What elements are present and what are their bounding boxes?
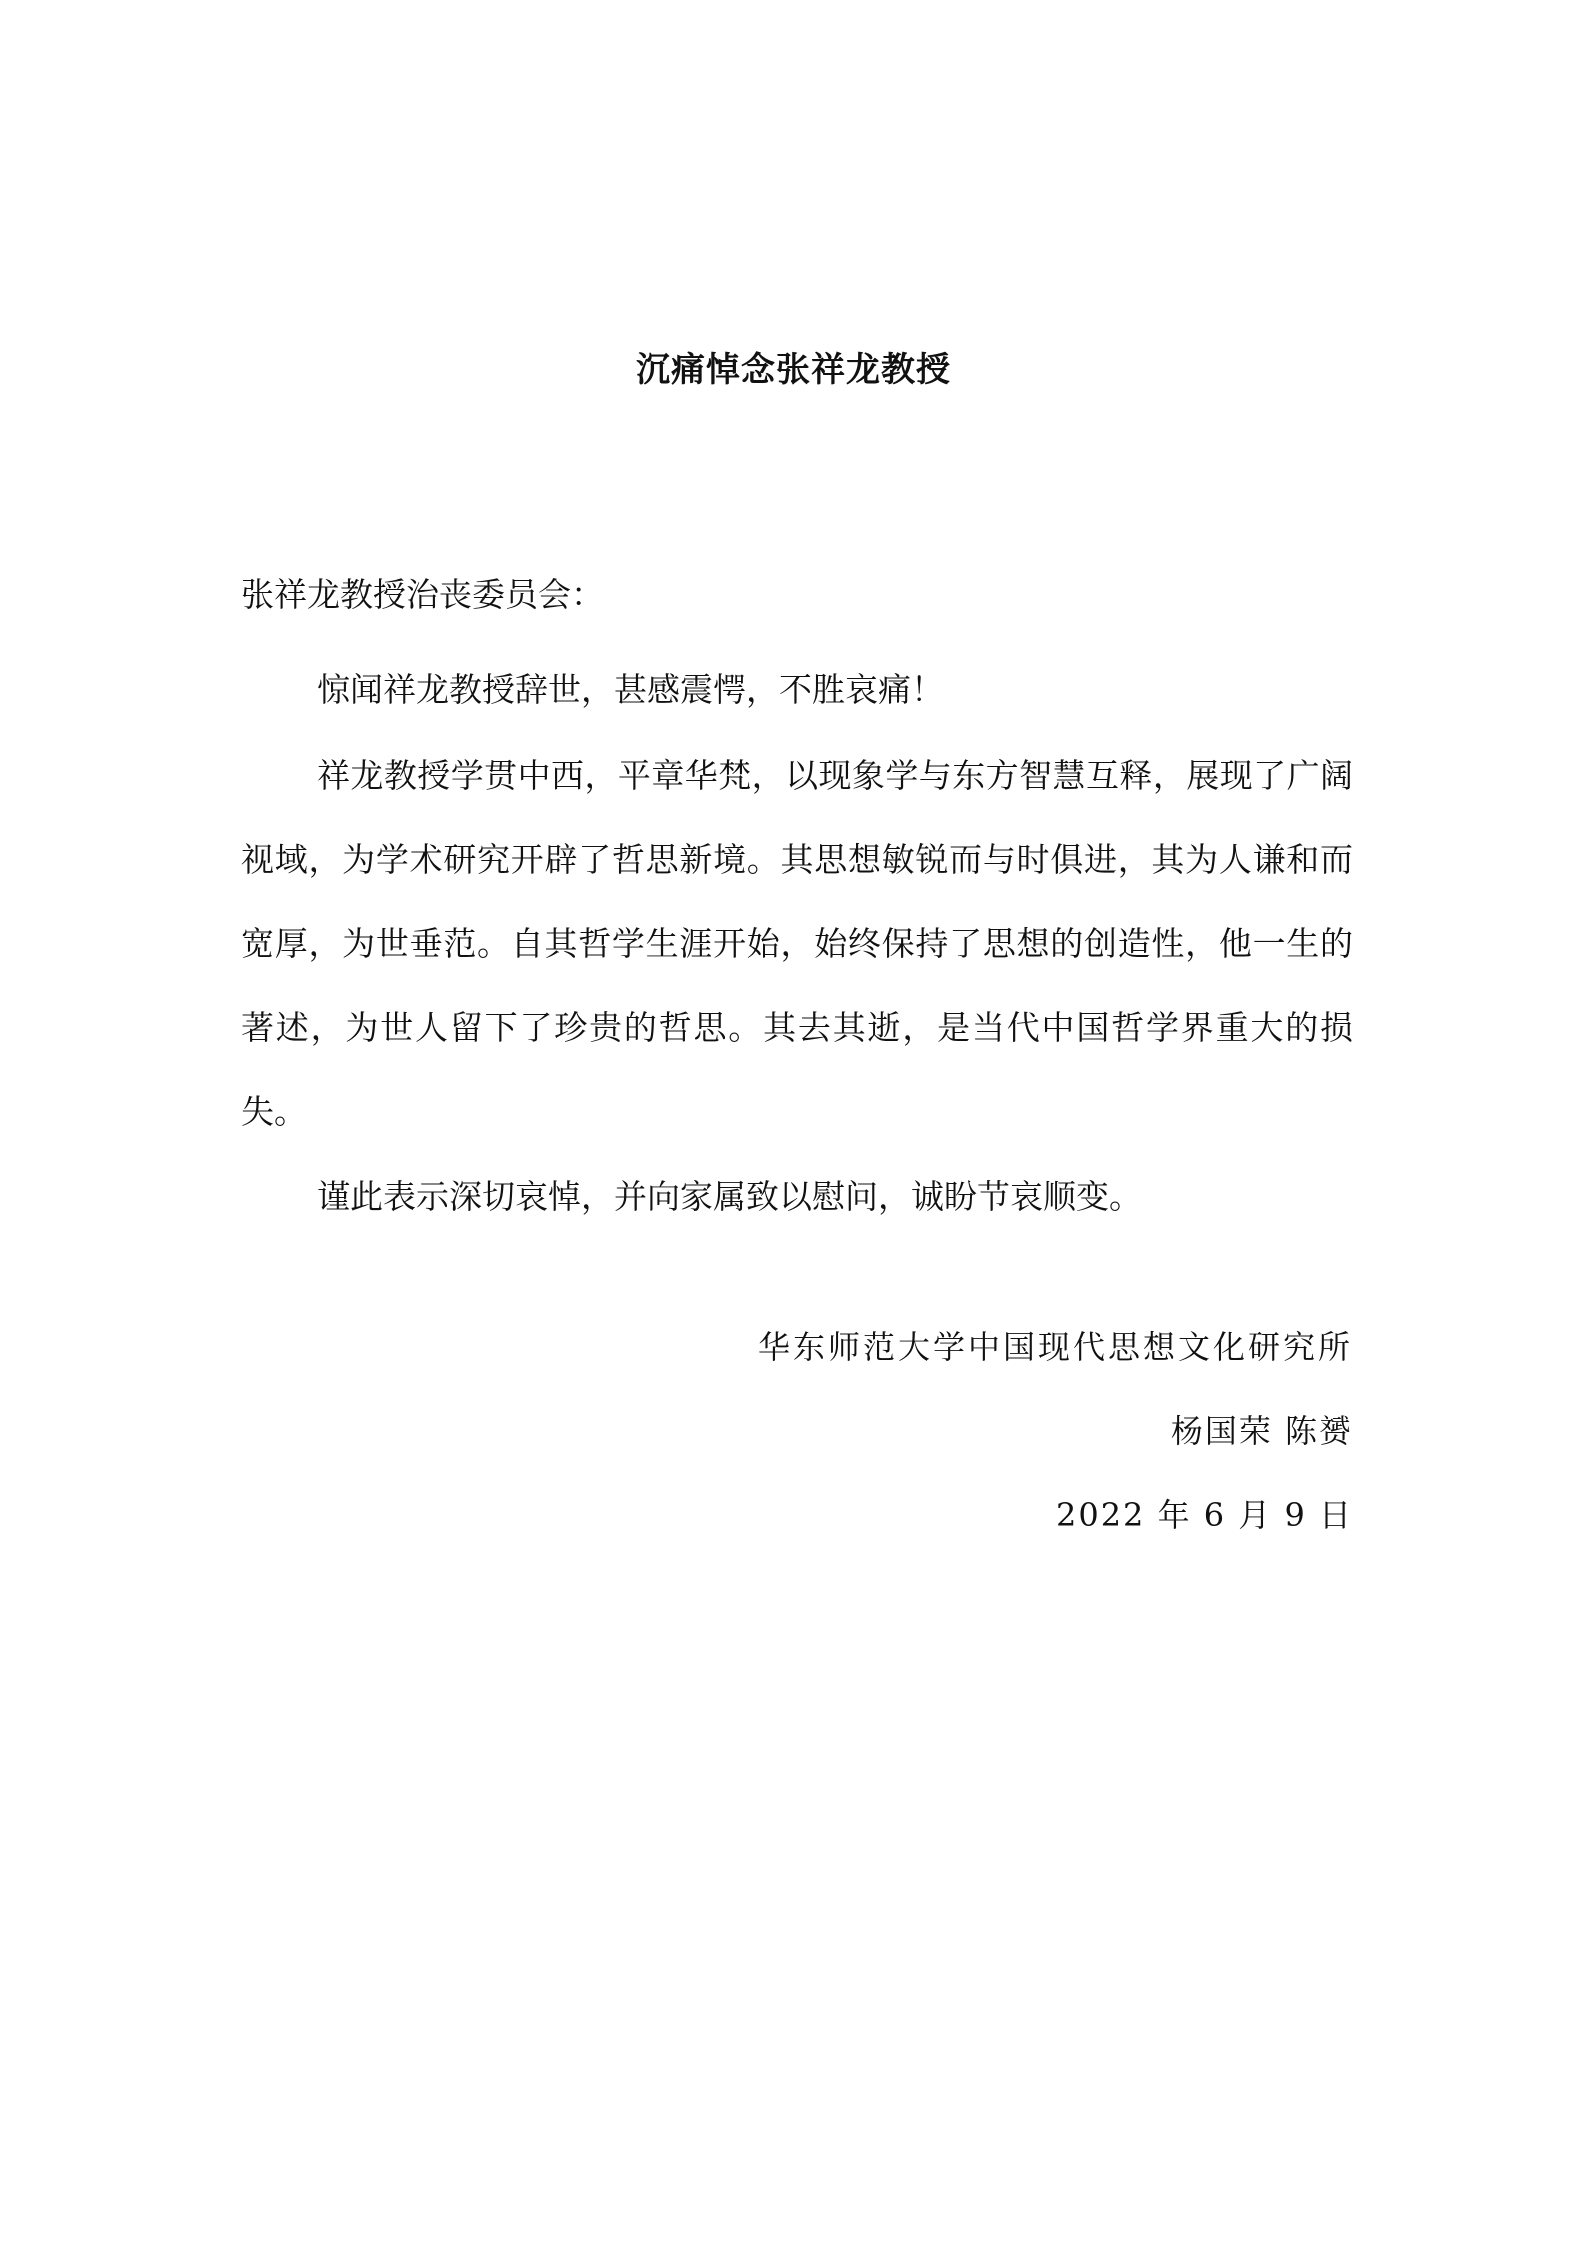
- salutation: 张祥龙教授治丧委员会：: [241, 575, 604, 614]
- signature-date: 2022 年 6 月 9 日: [1055, 1496, 1353, 1534]
- paragraph-3: 谨此表示深切哀悼，并向家属致以慰问，诚盼节哀顺变。: [317, 1177, 1142, 1216]
- paragraph-2: 祥龙教授学贯中西，平章华梵，以现象学与东方智慧互释，展现了广阔视域，为学术研究开辟了哲思新境。其思想敏锐而与时俱进，其为人谦和而宽厚，为世垂范。自其哲学生涯开始，始终保持了思想的创造性，他一生的著述，为世人留下了珍贵的哲思。其去其逝，是当代中国哲学界重大的损失。: [241, 756, 1353, 1131]
- paragraph-1: 惊闻祥龙教授辞世，甚感震愕，不胜哀痛！: [317, 670, 944, 709]
- signature-organization: 华东师范大学中国现代思想文化研究所: [757, 1328, 1353, 1366]
- signature-names: 杨国荣 陈赟: [1170, 1412, 1353, 1450]
- document-title: 沉痛悼念张祥龙教授: [636, 350, 951, 390]
